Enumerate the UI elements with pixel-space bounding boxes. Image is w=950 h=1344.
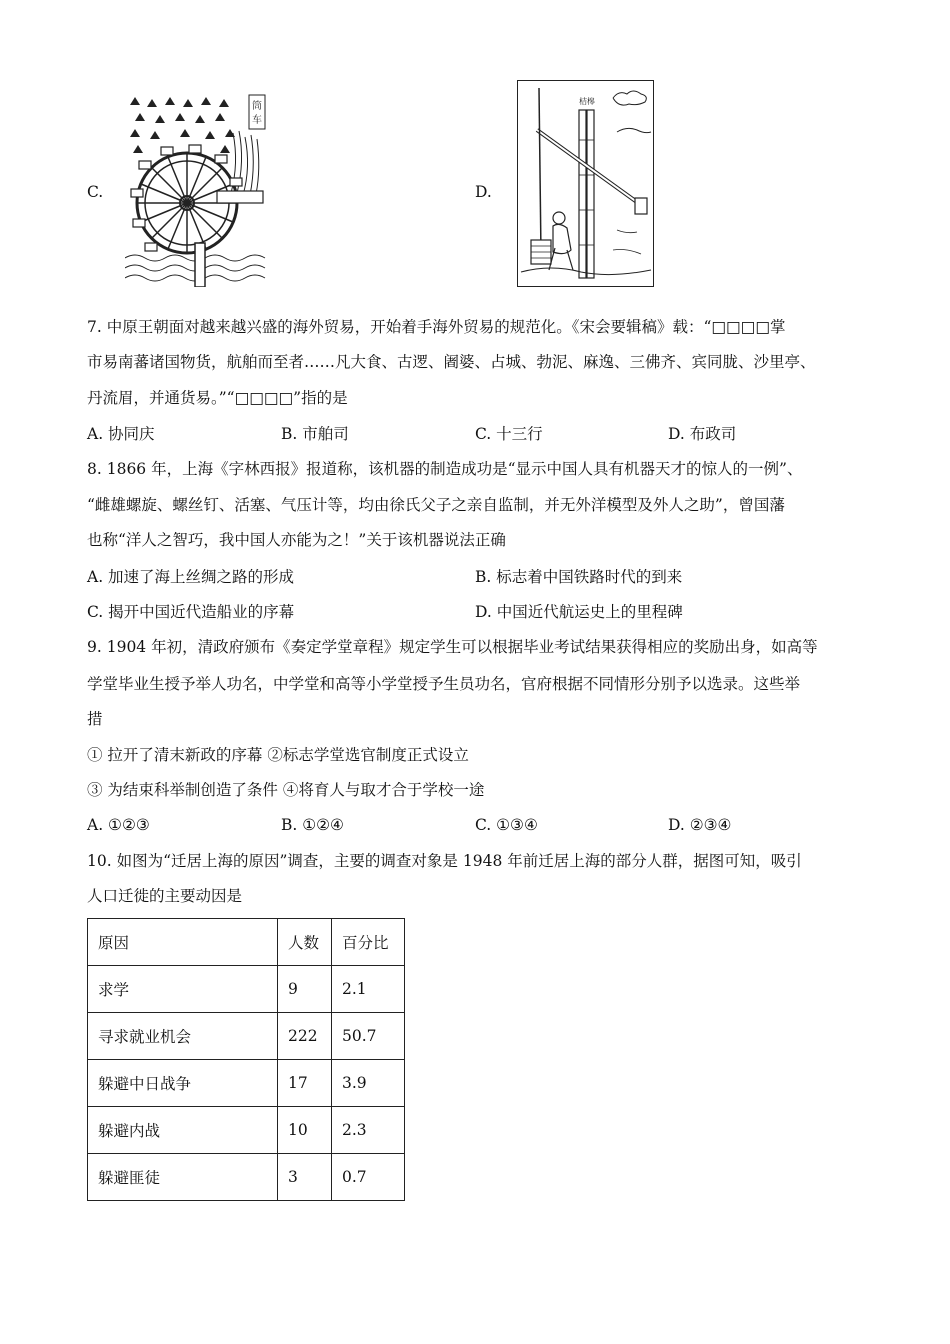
image-c-caption-bottom: 车 bbox=[252, 115, 262, 126]
q7-option-a[interactable]: A. 协同庆 bbox=[87, 425, 155, 443]
table-header-cell: 百分比 bbox=[332, 919, 405, 966]
q10-stem-line2: 人口迁徙的主要动因是 bbox=[87, 887, 243, 905]
table-row bbox=[88, 1060, 405, 1107]
q9-stem-line1: 9. 1904 年初，清政府颁布《奏定学堂章程》规定学生可以根据毕业考试结果获得相应的奖励出身，如高等 bbox=[87, 638, 818, 656]
q9-stem-line3: 措 bbox=[87, 710, 103, 728]
q9-statements-1-2: ① 拉开了清末新政的序幕 ②标志学堂选官制度正式设立 bbox=[87, 746, 469, 764]
table-cell: 躲避匪徒 bbox=[88, 1154, 278, 1201]
q7-option-d[interactable]: D. 布政司 bbox=[668, 425, 737, 443]
table-row bbox=[88, 1013, 405, 1060]
q8-option-a[interactable]: A. 加速了海上丝绸之路的形成 bbox=[87, 568, 295, 586]
table-cell: 17 bbox=[278, 1060, 332, 1107]
table-header-cell: 人数 bbox=[278, 919, 332, 966]
table-cell: 求学 bbox=[88, 966, 278, 1013]
q6-option-c-image bbox=[125, 93, 268, 291]
table-cell: 2.1 bbox=[332, 966, 405, 1013]
q10-stem-line1: 10. 如图为“迁居上海的原因”调查，主要的调查对象是 1948 年前迁居上海的部分人群，据图可知，吸引 bbox=[87, 852, 802, 870]
q7-option-b[interactable]: B. 市舶司 bbox=[281, 425, 349, 443]
table-cell: 躲避中日战争 bbox=[88, 1060, 278, 1107]
table-cell: 222 bbox=[278, 1013, 332, 1060]
q9-option-d[interactable]: D. ②③④ bbox=[668, 816, 732, 834]
table-cell: 0.7 bbox=[332, 1154, 405, 1201]
q6-option-c-label: C. bbox=[87, 183, 104, 201]
table-cell: 寻求就业机会 bbox=[88, 1013, 278, 1060]
table-cell: 9 bbox=[278, 966, 332, 1013]
q9-option-c[interactable]: C. ①③④ bbox=[475, 816, 538, 834]
table-cell: 2.3 bbox=[332, 1107, 405, 1154]
q8-stem-line3: 也称“洋人之智巧，我中国人亦能为之！”关于该机器说法正确 bbox=[87, 531, 506, 549]
table-row bbox=[88, 1154, 405, 1201]
image-d-caption: 桔槔 bbox=[579, 97, 595, 106]
q9-option-b[interactable]: B. ①②④ bbox=[281, 816, 344, 834]
table-header-row bbox=[88, 919, 405, 966]
q6-option-d-image bbox=[517, 80, 654, 291]
q7-option-c[interactable]: C. 十三行 bbox=[475, 425, 543, 443]
table-cell: 3 bbox=[278, 1154, 332, 1201]
table-cell: 躲避内战 bbox=[88, 1107, 278, 1154]
table-header-cell: 原因 bbox=[88, 919, 278, 966]
q6-option-d-label: D. bbox=[475, 183, 492, 201]
table-cell: 50.7 bbox=[332, 1013, 405, 1060]
q7-stem-line3: 丹流眉，并通货易。”“□□□□”指的是 bbox=[87, 389, 348, 407]
q9-stem-line2: 学堂毕业生授予举人功名，中学堂和高等小学堂授予生员功名，官府根据不同情形分别予以选录。这些举 bbox=[87, 675, 801, 693]
image-c-caption-top: 筒 bbox=[252, 101, 262, 112]
table-row bbox=[88, 966, 405, 1013]
well-sweep-illustration bbox=[517, 80, 654, 287]
q8-stem-line2: “雌雄螺旋、螺丝钉、活塞、气压计等，均由徐氏父子之亲自监制，并无外洋模型及外人之助”，曾国藩 bbox=[87, 496, 785, 514]
q8-stem-line1: 8. 1866 年，上海《字林西报》报道称，该机器的制造成功是“显示中国人具有机器天才的惊人的一例”、 bbox=[87, 460, 803, 478]
q7-stem-line1: 7. 中原王朝面对越来越兴盛的海外贸易，开始着手海外贸易的规范化。《宋会要辑稿》载：“□□□□掌 bbox=[87, 318, 786, 336]
q8-option-b[interactable]: B. 标志着中国铁路时代的到来 bbox=[475, 568, 683, 586]
q8-option-c[interactable]: C. 揭开中国近代造船业的序幕 bbox=[87, 603, 295, 621]
q9-statements-3-4: ③ 为结束科举制创造了条件 ④将育人与取才合于学校一途 bbox=[87, 781, 485, 799]
q9-option-a[interactable]: A. ①②③ bbox=[87, 816, 150, 834]
migration-reason-table bbox=[87, 918, 405, 1201]
table-cell: 10 bbox=[278, 1107, 332, 1154]
table-row bbox=[88, 1107, 405, 1154]
q7-stem-line2: 市易南蕃诸国物货，航舶而至者……凡大食、古逻、阇婆、占城、勃泥、麻逸、三佛齐、宾同胧、沙里亭、 bbox=[87, 353, 816, 371]
table-cell: 3.9 bbox=[332, 1060, 405, 1107]
q8-option-d[interactable]: D. 中国近代航运史上的里程碑 bbox=[475, 603, 683, 621]
waterwheel-illustration bbox=[125, 93, 268, 287]
